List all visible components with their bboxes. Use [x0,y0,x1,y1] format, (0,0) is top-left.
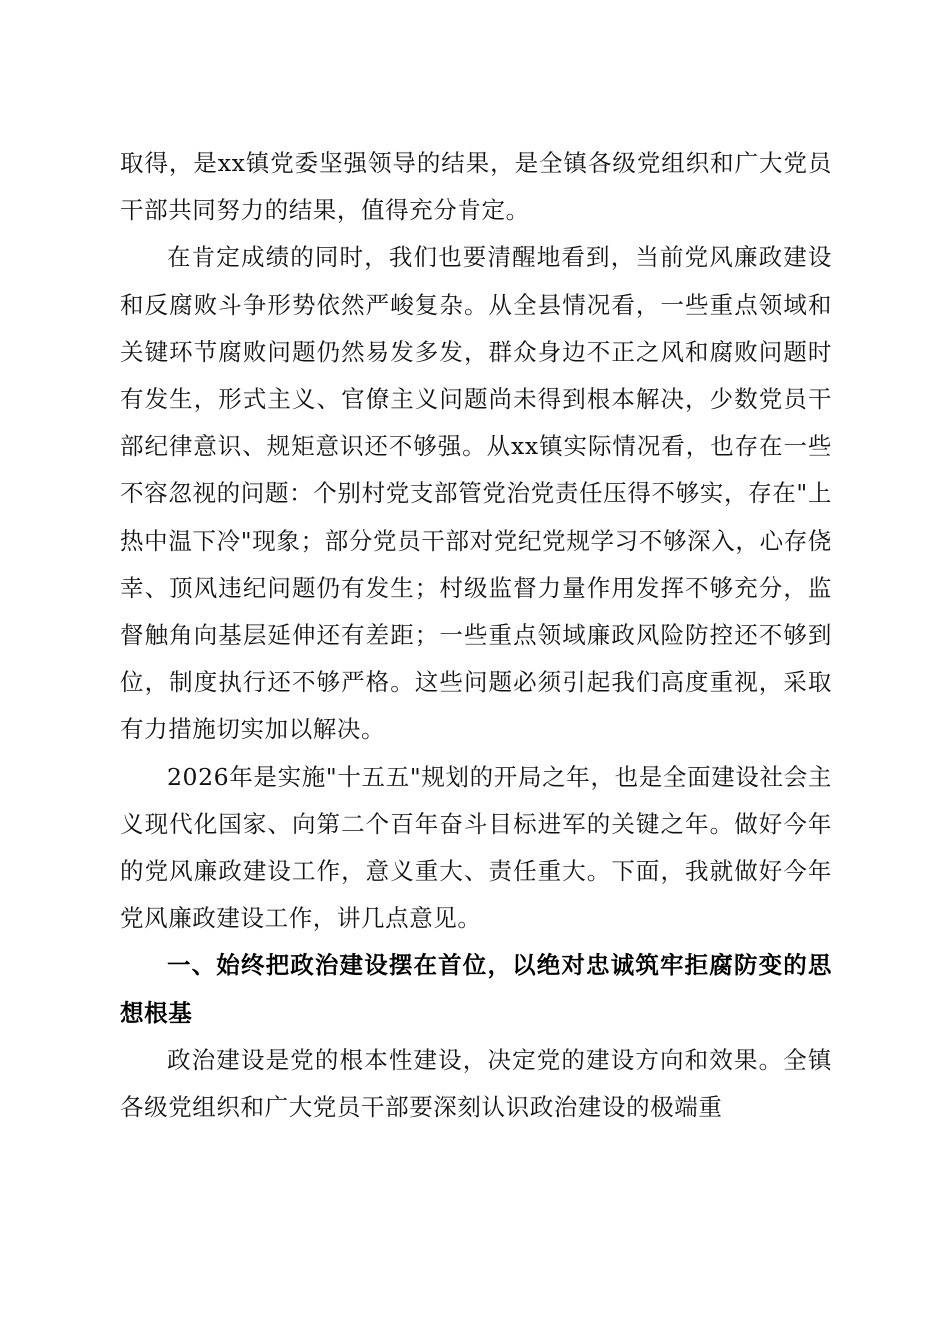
document-body [120,140,832,1131]
paragraph-year-outlook: 2026年是实施"十五五"规划的开局之年，也是全面建设社会主义现代化国家、向第二个百年奋斗目标进军的关键之年。做好今年的党风廉政建设工作，意义重大、责任重大。下面，我就做好今年党风廉政建设工作，讲几点意见。 [120,762,832,933]
paragraph-problems: 在肯定成绩的同时，我们也要清醒地看到，当前党风廉政建设和反腐败斗争形势依然严峻复杂。从全县情况看，一些重点领域和关键环节腐败问题仍然易发多发，群众身边不正之风和腐败问题时有发生，形式主义、官僚主义问题尚未得到根本解决，少数党员干部纪律意识、规矩意识还不够强。从xx镇实际情况看，也存在一些不容忽视的问题：个别村党支部管党治党责任压得不够实，存在"上热中温下冷"现象；部分党员干部对党纪党规学习不够深入，心存侥幸、顶风违纪问题仍有发生；村级监督力量作用发挥不够充分，监督触角向基层延伸还有差距；一些重点领域廉政风险防控还不够到位，制度执行还不够严格。这些问题必须引起我们高度重视，采取有力措施切实加以解决。 [120,243,832,744]
paragraph-continuation: 取得，是xx镇党委坚强领导的结果，是全镇各级党组织和广大党员干部共同努力的结果，值得充分肯定。 [120,149,832,225]
section-heading-1: 一、始终把政治建设摆在首位，以绝对忠诚筑牢拒腐防变的思想根基 [120,951,832,1027]
paragraph-political-building: 政治建设是党的根本性建设，决定党的建设方向和效果。全镇各级党组织和广大党员干部要深刻认识政治建设的极端重 [120,1045,832,1122]
